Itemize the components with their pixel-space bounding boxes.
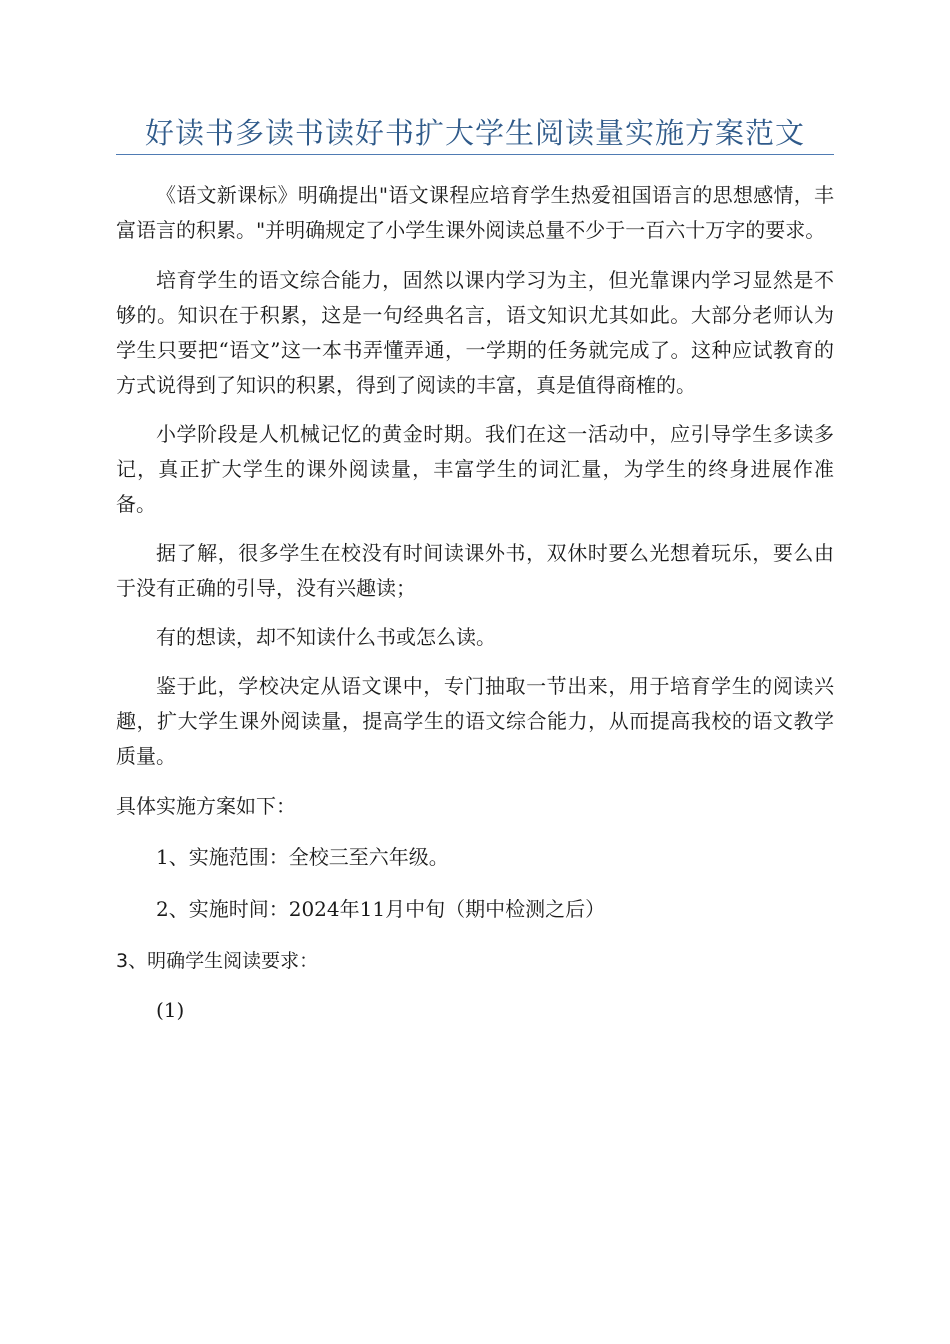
list-item: 3、明确学生阅读要求： [116,950,319,972]
paragraph: 《语文新课标》明确提出"语文课程应培育学生热爱祖国语言的思想感情，丰富语言的积累。"并明确规定了小学生课外阅读总量不少于一百六十万字的要求。 [116,183,834,242]
document-title: 好读书多读书读好书扩大学生阅读量实施方案范文 [144,116,805,150]
list-subitem: (1) [156,998,185,1022]
paragraph: 据了解，很多学生在校没有时间读课外书，双休时要么光想着玩乐，要么由于没有正确的引导，没有兴趣读； [116,541,834,600]
list-item: 2、实施时间：2024年11月中旬（期中检测之后） [156,897,606,921]
paragraph: 鉴于此，学校决定从语文课中，专门抽取一节出来，用于培育学生的阅读兴趣，扩大学生课外阅读量，提高学生的语文综合能力，从而提高我校的语文教学质量。 [116,674,834,768]
paragraph: 小学阶段是人机械记忆的黄金时期。我们在这一活动中，应引导学生多读多记，真正扩大学生的课外阅读量，丰富学生的词汇量，为学生的终身进展作准备。 [116,422,834,516]
list-item: 1、实施范围：全校三至六年级。 [156,845,449,869]
paragraph: 有的想读，却不知读什么书或怎么读。 [156,625,496,649]
document-body [116,178,834,1028]
section-heading: 具体实施方案如下： [116,794,296,818]
paragraph: 培育学生的语文综合能力，固然以课内学习为主，但光靠课内学习显然是不够的。知识在于积累，这是一句经典名言，语文知识尤其如此。大部分老师认为学生只要把“语文”这一本书弄懂弄通，一学期的任务就完成了。这种应试教育的方式说得到了知识的积累，得到了阅读的丰富，真是值得商榷的。 [116,268,834,397]
title-underline [116,154,834,155]
